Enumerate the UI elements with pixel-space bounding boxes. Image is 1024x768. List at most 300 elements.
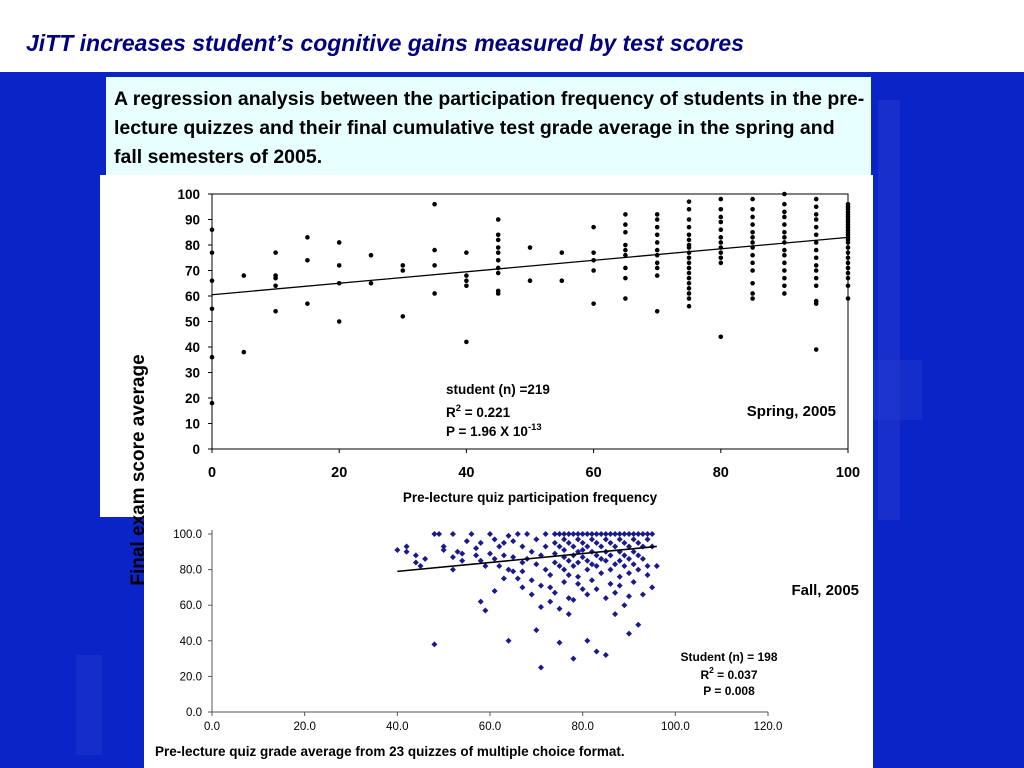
fall-data-point [607,567,613,573]
spring-data-point [750,197,755,202]
fall-data-point [543,567,549,573]
fall-data-point [529,549,535,555]
fall-data-point [607,540,613,546]
spring-data-point [623,243,628,248]
spring-data-point [687,266,692,271]
spring-data-point [719,255,724,260]
fall-data-point [501,576,507,582]
fall-x-tick-label: 120.0 [753,721,783,733]
spring-y-tick-label: 20 [184,391,200,406]
spring-y-tick-label: 40 [184,340,200,355]
spring-data-point [750,291,755,296]
fall-data-point [524,531,530,537]
spring-data-point [528,245,533,250]
spring-data-point [719,227,724,232]
fall-data-point [617,536,623,542]
fall-data-point [645,536,651,542]
spring-data-point [623,230,628,235]
spring-data-point [496,217,501,222]
spring-data-point [687,286,692,291]
fall-data-point [584,567,590,573]
shared-y-axis-label: Final exam score average [128,354,149,586]
spring-data-point [750,207,755,212]
spring-y-tick-label: 100 [177,187,200,202]
fall-data-point [640,592,646,598]
fall-data-point [450,567,456,573]
spring-data-point [814,248,819,253]
spring-data-point [719,220,724,225]
fall-data-point [538,583,544,589]
fall-data-point [631,579,637,585]
spring-data-point [782,215,787,220]
fall-data-point [612,611,618,617]
fall-data-point [626,570,632,576]
fall-data-point [617,574,623,580]
fall-data-point [612,561,618,567]
fall-data-point [612,543,618,549]
spring-y-tick-label: 70 [184,263,200,279]
fall-chart-title: Fall, 2005 [791,582,859,599]
fall-data-point [538,604,544,610]
spring-data-point [496,258,501,263]
fall-data-point [506,638,512,644]
fall-data-point [631,536,637,542]
fall-data-point [566,572,572,578]
spring-y-tick-label: 0 [192,442,200,457]
fall-x-axis-label: Pre-lecture quiz grade average from 23 quizzes of multiple choice format. [155,744,625,759]
spring-data-point [432,263,437,268]
fall-y-tick-label: 20.0 [179,671,202,684]
spring-y-tick-label: 50 [184,314,200,330]
fall-data-point [626,593,632,599]
spring-data-point [655,273,660,278]
spring-data-point [273,284,278,289]
spring-data-point [655,266,660,271]
spring-data-point [782,261,787,266]
spring-data-point [782,202,787,207]
spring-data-point [814,255,819,260]
spring-data-point [687,199,692,204]
fall-data-point [422,556,428,562]
spring-x-tick-label: 0 [207,465,217,481]
spring-data-point [687,271,692,276]
fall-data-point [594,586,600,592]
spring-data-point [846,245,851,250]
spring-data-point [687,261,692,266]
fall-data-point [580,540,586,546]
spring-data-point [719,335,724,340]
spring-data-point [782,230,787,235]
fall-data-point [529,592,535,598]
spring-data-point [782,253,787,258]
spring-data-point [687,207,692,212]
spring-data-point [273,276,278,281]
fall-x-tick-label: 80.0 [571,721,594,733]
fall-data-point [635,540,641,546]
spring-data-point [750,240,755,245]
spring-x-axis-label: Pre-lecture quiz participation frequency [402,490,658,505]
fall-data-point [557,563,563,569]
spring-data-point [750,253,755,258]
fall-y-tick-label: 60.0 [179,600,202,613]
spring-x-tick-label: 40 [458,465,475,481]
spring-data-point [814,217,819,222]
spring-data-point [687,291,692,296]
fall-data-point [552,540,558,546]
spring-data-point [846,276,851,281]
spring-data-point [401,263,406,268]
spring-data-point [591,225,596,230]
slide-title: JiTT increases student’s cognitive gains measured by test scores [26,30,744,56]
fall-data-point [450,531,456,537]
spring-data-point [655,261,660,266]
fall-data-point [478,599,484,605]
spring-data-point [623,276,628,281]
fall-data-point [621,563,627,569]
fall-data-point [441,543,447,549]
fall-y-tick-label: 40.0 [179,635,202,648]
fall-data-point [529,577,535,583]
fall-data-point [635,622,641,628]
spring-data-point [655,212,660,217]
fall-data-point [506,533,512,539]
spring-data-point [591,250,596,255]
fall-data-point [515,576,521,582]
spring-data-point [210,227,215,232]
spring-data-point [687,233,692,238]
spring-data-point [496,250,501,255]
spring-data-point [369,281,374,286]
fall-data-point [496,563,502,569]
spring-data-point [464,250,469,255]
spring-data-point [814,276,819,281]
fall-data-point [649,531,655,537]
spring-data-point [210,306,215,311]
spring-data-point [846,266,851,271]
spring-data-point [273,309,278,314]
fall-data-point [487,531,493,537]
spring-data-point [814,225,819,230]
fall-data-point [584,543,590,549]
spring-data-point [464,284,469,289]
fall-data-point [394,547,400,553]
fall-data-point [557,606,563,612]
fall-data-point [566,558,572,564]
fall-data-point [594,552,600,558]
spring-data-point [846,250,851,255]
spring-data-point [432,202,437,207]
fall-data-point [598,570,604,576]
spring-data-point [623,296,628,301]
fall-data-point [640,556,646,562]
spring-y-tick-label: 90 [184,212,200,228]
fall-data-point [533,627,539,633]
fall-data-point [492,536,498,542]
spring-data-point [496,271,501,276]
spring-data-point [719,240,724,245]
spring-data-point [719,235,724,240]
fall-data-point [510,554,516,560]
spring-data-point [814,233,819,238]
spring-data-point [782,222,787,227]
fall-y-tick-label: 80.0 [179,564,202,577]
fall-data-point [621,602,627,608]
fall-data-point [566,540,572,546]
spring-data-point [623,212,628,217]
spring-data-point [496,238,501,243]
spring-data-point [496,245,501,250]
fall-data-point [459,558,465,564]
spring-data-point [496,291,501,296]
spring-data-point [782,284,787,289]
spring-data-point [846,261,851,266]
spring-data-point [719,197,724,202]
fall-data-point [510,538,516,544]
fall-data-point [547,584,553,590]
spring-data-point [464,278,469,283]
fall-data-point [570,656,576,662]
spring-data-point [464,273,469,278]
fall-data-point [584,558,590,564]
spring-data-point [591,301,596,306]
fall-data-point [404,549,410,555]
fall-data-point [436,531,442,537]
spring-y-tick-label: 60 [184,289,200,304]
fall-data-point [607,581,613,587]
fall-data-point [584,592,590,598]
spring-data-point [687,304,692,309]
fall-data-point [561,579,567,585]
spring-y-tick-label: 10 [184,416,200,432]
fall-y-tick-label: 0.0 [186,707,202,719]
fall-data-point [413,552,419,558]
spring-data-point [591,268,596,273]
fall-data-point [603,595,609,601]
spring-data-point [655,240,660,245]
fall-data-point [543,531,549,537]
spring-data-point [305,258,310,263]
spring-data-point [687,281,692,286]
fall-data-point [617,583,623,589]
spring-data-point [687,296,692,301]
spring-x-tick-label: 100 [835,465,861,481]
spring-data-point [401,314,406,319]
fall-data-point [492,588,498,594]
fall-x-tick-label: 0.0 [204,721,220,733]
spring-data-point [750,268,755,273]
spring-data-point [210,355,215,360]
spring-data-point [242,350,247,355]
spring-data-point [273,250,278,255]
spring-annotation-r2: $R^2 = 0.221$ [446,403,511,420]
fall-data-point [450,554,456,560]
spring-data-point [687,225,692,230]
fall-data-point [482,563,488,569]
fall-annotation-r2: $R^2 = 0.037$ [700,665,758,682]
fall-data-point [607,552,613,558]
spring-data-point [623,248,628,253]
fall-data-point [645,572,651,578]
fall-data-point [431,641,437,647]
spring-data-point [401,268,406,273]
spring-data-point [719,261,724,266]
spring-data-point [782,291,787,296]
fall-data-point [561,536,567,542]
fall-data-point [552,559,558,565]
spring-data-point [814,204,819,209]
spring-data-point [750,222,755,227]
fall-data-point [561,547,567,553]
fall-data-point [654,563,660,569]
spring-data-point [655,233,660,238]
fall-data-point [589,536,595,542]
spring-data-point [719,215,724,220]
spring-data-point [242,273,247,278]
spring-data-point [369,253,374,258]
fall-trendline [397,546,656,571]
fall-data-point [533,536,539,542]
spring-data-point [814,284,819,289]
spring-data-point [560,278,565,283]
fall-data-point [538,665,544,671]
spring-x-tick-label: 20 [331,465,348,481]
fall-data-point [547,572,553,578]
spring-data-point [623,222,628,227]
fall-data-point [487,551,493,557]
fall-data-point [584,638,590,644]
spring-data-point [782,192,787,197]
spring-data-point [655,248,660,253]
spring-data-point [782,210,787,215]
fall-data-point [515,531,521,537]
fall-data-point [519,543,525,549]
spring-data-point [814,197,819,202]
spring-data-point [846,255,851,260]
fall-data-point [631,561,637,567]
fall-data-point [575,581,581,587]
fall-data-point [478,540,484,546]
spring-data-point [687,255,692,260]
fall-data-point [617,558,623,564]
fall-data-point [519,568,525,574]
fall-data-point [501,540,507,546]
spring-data-point [719,207,724,212]
fall-x-tick-label: 100.0 [660,721,690,733]
fall-data-point [649,584,655,590]
fall-data-point [575,559,581,565]
spring-data-point [814,263,819,268]
spring-data-point [464,340,469,345]
fall-data-point [404,543,410,549]
spring-data-point [750,296,755,301]
fall-data-point [547,599,553,605]
spring-y-tick-label: 30 [184,365,200,381]
spring-data-point [337,319,342,324]
fall-data-point [598,543,604,549]
spring-data-point [687,238,692,243]
spring-data-point [655,309,660,314]
spring-data-point [337,240,342,245]
spring-data-point [687,276,692,281]
fall-x-tick-label: 60.0 [478,721,502,733]
fall-data-point [473,552,479,558]
fall-data-point [612,590,618,596]
spring-data-point [846,240,851,245]
fall-data-point [621,552,627,558]
fall-data-point [580,586,586,592]
spring-data-point [687,217,692,222]
fall-y-tick-label: 100.0 [173,529,202,541]
fall-data-point [580,554,586,560]
spring-data-point [305,235,310,240]
spring-data-point [528,278,533,283]
spring-data-point [750,230,755,235]
spring-data-point [846,296,851,301]
fall-data-point [603,536,609,542]
spring-x-tick-label: 60 [585,465,602,481]
spring-data-point [210,250,215,255]
spring-data-point [432,291,437,296]
fall-data-point [594,540,600,546]
fall-data-point [570,543,576,549]
fall-data-point [418,563,424,569]
fall-data-point [496,543,502,549]
spring-data-point [846,271,851,276]
fall-data-point [533,561,539,567]
fall-x-tick-label: 40.0 [386,721,409,733]
spring-data-point [719,250,724,255]
spring-data-point [814,212,819,217]
fall-data-point [557,640,563,646]
fall-data-point [543,543,549,549]
fall-data-point [519,584,525,590]
spring-data-point [782,276,787,281]
spring-data-point [814,347,819,352]
spring-data-point [432,248,437,253]
spring-data-point [687,245,692,250]
fall-data-point [575,574,581,580]
fall-data-point [645,563,651,569]
spring-annotation-p: P = 1.96 X $10^{-13}$ [446,422,542,439]
fall-data-point [631,549,637,555]
spring-data-point [560,250,565,255]
fall-data-point [594,648,600,654]
fall-data-point [473,545,479,551]
fall-data-point [603,652,609,658]
spring-data-point [655,225,660,230]
spring-data-point [655,217,660,222]
fall-data-point [575,536,581,542]
fall-data-point [626,631,632,637]
fall-data-point [482,608,488,614]
fall-data-point [557,543,563,549]
fall-data-point [552,590,558,596]
spring-data-point [750,261,755,266]
spring-data-point [210,278,215,283]
spring-data-point [305,301,310,306]
spring-data-point [496,233,501,238]
spring-data-point [782,248,787,253]
spring-data-point [750,281,755,286]
fall-data-point [589,577,595,583]
fall-data-point [635,552,641,558]
spring-data-point [782,268,787,273]
spring-data-point [814,301,819,306]
spring-data-point [623,266,628,271]
fall-annotation-n: Student (n) = 198 [680,650,778,664]
spring-data-point [210,401,215,406]
spring-data-point [814,268,819,273]
